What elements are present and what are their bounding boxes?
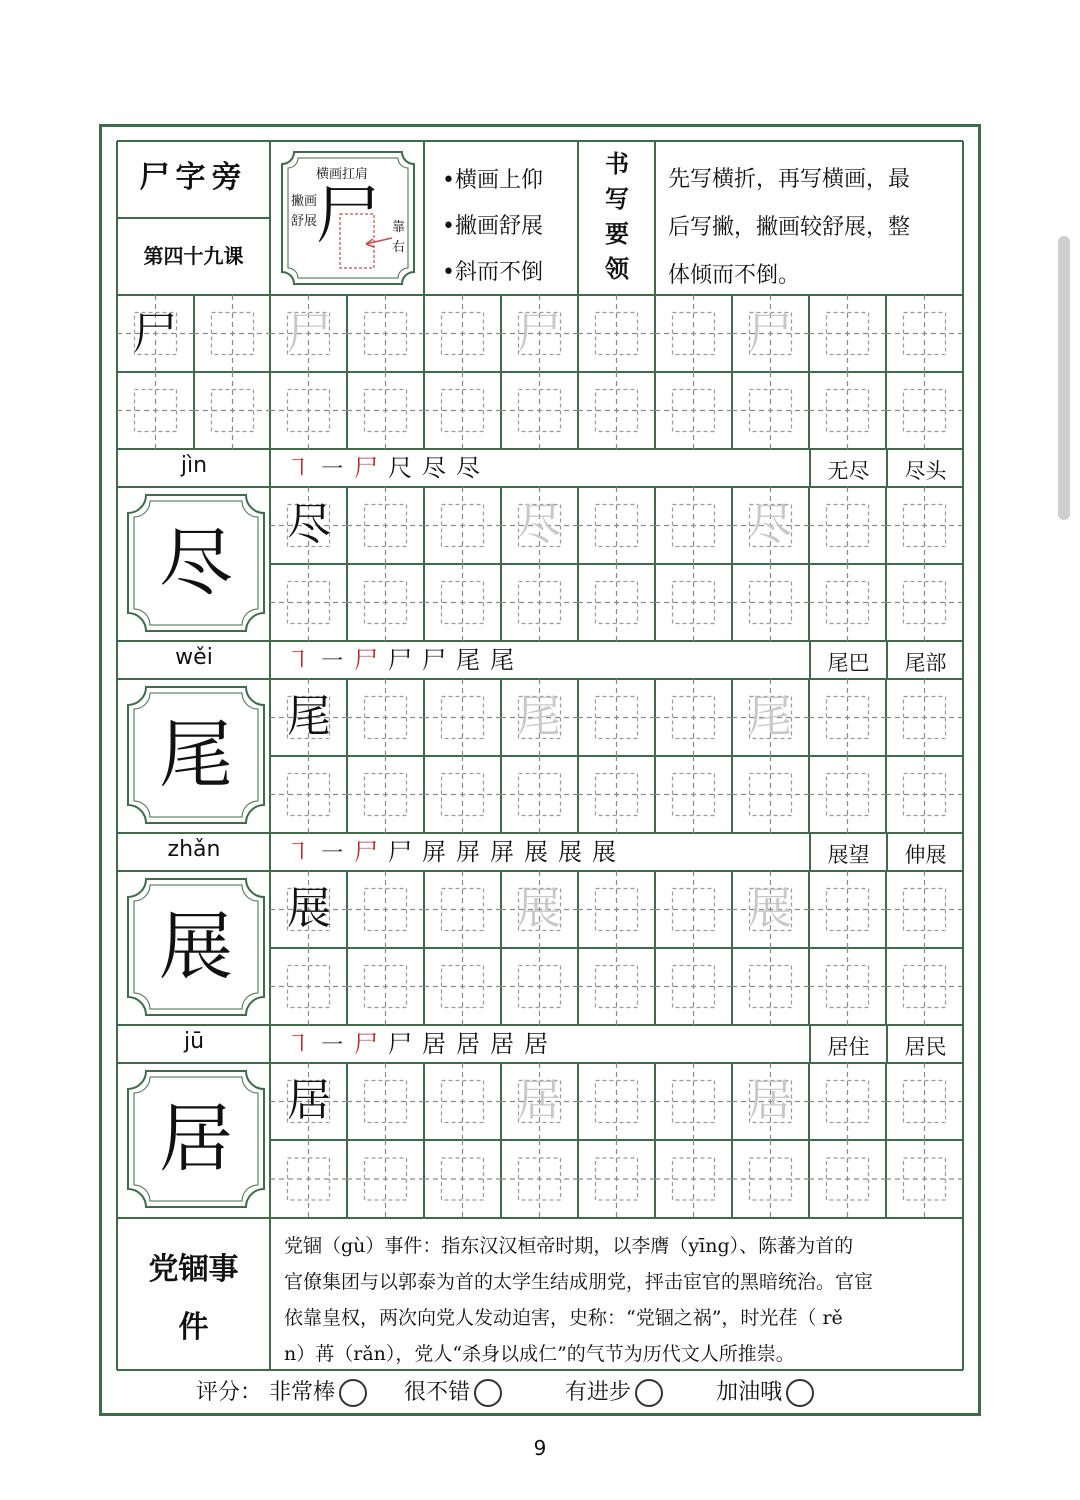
diagram-left-label: 撇画舒展 [291,194,318,229]
word-1-1: 无尽 [827,459,870,483]
big-char-4: 居 [159,1096,233,1182]
stroke-step: ㇕ [286,646,310,674]
rating-bar [196,1376,814,1410]
story-line-2: 官僚集团与以郭泰为首的太学生结成朋党，抨击宦官的黑暗统治。官宦 [284,1271,874,1293]
word-2-1: 尾巴 [827,651,870,675]
stroke-step: 尽 [422,454,446,482]
rating-label: 评分： [196,1380,263,1405]
trace-char: 居 [748,1075,792,1126]
stroke-step: 尸 [354,1030,378,1058]
diagram-top-label: 横画扛肩 [316,167,369,182]
rating-option-2[interactable]: 很不错 [404,1380,502,1405]
stroke-sequence-4 [286,1027,558,1061]
trace-char: 尾 [748,691,792,742]
radical-trace-1: 尸 [287,308,331,359]
point-3: •斜而不倒 [442,260,543,285]
word-4-1: 居住 [827,1035,870,1059]
practice-char-1: 尽 [287,499,331,550]
trace-char: 尾 [517,691,561,742]
rating-option-1[interactable]: 非常棒 [269,1380,367,1405]
point-2: •撇画舒展 [442,214,543,239]
rating-option-3[interactable]: 有进步 [565,1380,663,1405]
stroke-step: ㇕ [286,1030,310,1058]
story-line-3: 依靠皇权，两次向党人发动迫害，史称：“党锢之祸”，时光荏（ rě [284,1307,843,1329]
stroke-step: ㇕ [286,838,310,866]
stroke-step: 屏 [422,838,446,866]
trace-char: 展 [748,883,792,934]
pinyin-3: zhǎn [167,837,221,862]
stroke-step: ㇐ [320,454,344,482]
stroke-step: 展 [524,838,548,866]
stroke-sequence-3 [286,835,626,869]
story-line-4: n）苒（rǎn），党人“杀身以成仁”的气节为历代文人所推崇。 [284,1343,795,1365]
story-title-line-1: 党锢事 [148,1252,239,1287]
practice-char-4: 居 [287,1075,331,1126]
trace-char: 尽 [748,499,792,550]
trace-char: 尽 [517,499,561,550]
stroke-step: 尸 [354,454,378,482]
pinyin-1: jìn [180,453,208,478]
practice-char-2: 尾 [287,691,331,742]
requirement-label: 书写要领 [605,149,629,283]
rating-option-4[interactable]: 加油哦 [716,1380,814,1405]
pinyin-4: jū [183,1029,205,1054]
circle-icon[interactable] [339,1379,367,1407]
stroke-step: 尸 [388,1030,412,1058]
diagram-char: 尸 [316,179,380,253]
trace-char: 居 [517,1075,561,1126]
big-char-2: 尾 [159,712,233,798]
radical-practice-char: 尸 [133,308,177,359]
requirement-line-3: 体倾而不倒。 [668,263,801,288]
stroke-step: 展 [592,838,616,866]
stroke-step: ㇐ [320,838,344,866]
word-3-1: 展望 [827,843,870,867]
radical-trace-3: 尸 [748,308,792,359]
page-number: 9 [533,1436,547,1460]
practice-char-3: 展 [287,883,331,934]
circle-icon[interactable] [786,1379,814,1407]
circle-icon[interactable] [635,1379,663,1407]
stroke-step: 居 [456,1030,480,1058]
stroke-step: 尸 [388,646,412,674]
stroke-step: 尺 [388,454,412,482]
stroke-step: 展 [558,838,582,866]
stroke-step: 居 [524,1030,548,1058]
stroke-step: 尾 [456,646,480,674]
radical-title: 尸字旁 [139,160,248,195]
stroke-step: 居 [490,1030,514,1058]
stroke-sequence-1 [286,451,490,485]
requirement-line-1: 先写横折，再写横画，最 [668,167,911,192]
stroke-step: ㇐ [320,1030,344,1058]
stroke-step: 尾 [490,646,514,674]
word-3-2: 伸展 [904,843,947,867]
stroke-step: 尸 [388,838,412,866]
word-2-2: 尾部 [904,651,947,675]
story-title-line-2: 件 [178,1310,209,1345]
stroke-sequence-2 [286,643,524,677]
trace-char: 展 [517,883,561,934]
stroke-step: ㇐ [320,646,344,674]
word-4-2: 居民 [904,1035,947,1059]
stroke-step: 尸 [354,838,378,866]
scrollbar[interactable] [1058,236,1070,520]
lesson-label: 第四十九课 [143,244,244,268]
stroke-step: 尸 [354,646,378,674]
stroke-step: 居 [422,1030,446,1058]
stroke-step: 屏 [490,838,514,866]
big-char-3: 展 [159,904,233,990]
big-char-1: 尽 [159,520,233,606]
pinyin-2: wěi [175,645,213,670]
point-1: •横画上仰 [442,168,543,193]
stroke-step: 尽 [456,454,480,482]
stroke-step: 屏 [456,838,480,866]
story-line-1: 党锢（gù）事件：指东汉汉桓帝时期，以李膺（yīng）、陈蕃为首的 [284,1235,854,1257]
circle-icon[interactable] [474,1379,502,1407]
diagram-right-label: 靠右 [392,220,406,255]
stroke-step: ㇕ [286,454,310,482]
word-1-2: 尽头 [904,459,947,483]
radical-trace-2: 尸 [517,308,561,359]
stroke-step: 尸 [422,646,446,674]
requirement-line-2: 后写撇，撇画较舒展，整 [668,215,911,240]
